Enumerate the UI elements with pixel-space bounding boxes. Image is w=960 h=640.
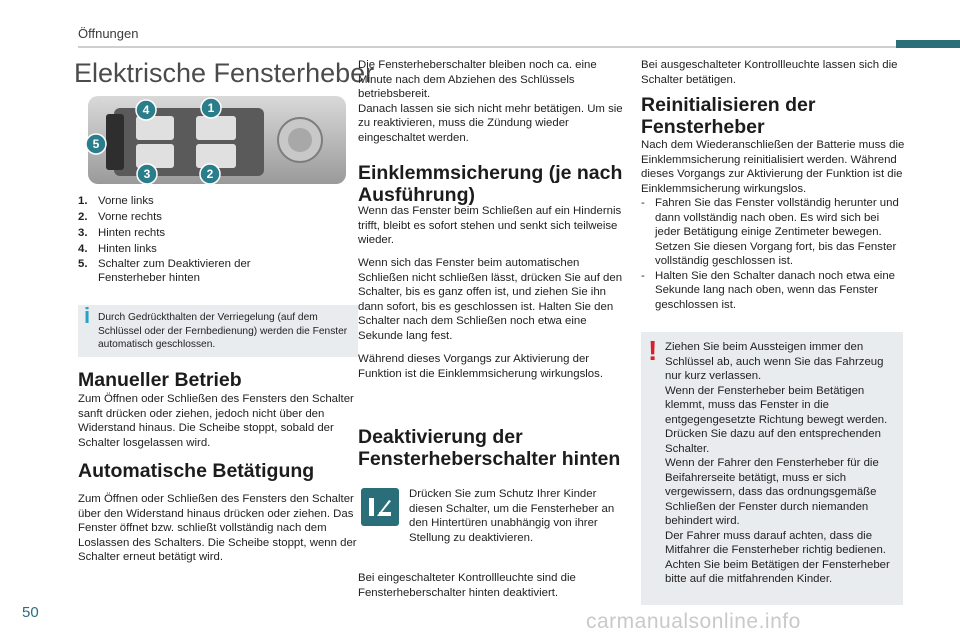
reinitialize-text: Nach dem Wiederanschließen der Batterie muss die Einklemmsicherung reinitialisiert werden. Während dieses Vorgangs zur Aktivierung der Funktion ist die Einklemmsicherung wirkungslos. [641, 139, 905, 195]
heading-reinitialize: Reinitialisieren der Fensterheber [641, 94, 816, 138]
legend-item: 4. Hinten links [78, 243, 157, 255]
switch-2-body [196, 144, 236, 168]
svg-text:3: 3 [143, 167, 151, 181]
reinitialize-steps [641, 196, 905, 312]
window-switch-panel-illustration [78, 92, 358, 190]
anti-pinch-text-1: Wenn das Fenster beim Schließen auf ein Hindernis trifft, bleibt es sofort stehen und senkt sich teilweise wieder. [358, 205, 622, 246]
svg-text:2: 2 [206, 167, 214, 181]
anti-pinch-text-2: Wenn sich das Fenster beim automatischen Schließen nicht schließen lässt, drücken Sie auf den Schalter, bis es ganz offen ist, und ziehen Sie ihn dann sofort, bis es geschlossen ist. Halten Sie den Schalter nach dem Schließen noch etwa eine Sekunde lang fest. [358, 257, 623, 342]
svg-text:1: 1 [207, 101, 215, 115]
heading-manual-operation: Manueller Betrieb [78, 369, 242, 391]
anti-pinch-text-3: Während dieses Vorgangs zur Aktivierung der Funktion ist die Einklemmsicherung wirkungslos. [358, 353, 603, 380]
list-item: - Halten Sie den Schalter danach noch etwa eine Sekunde lang nach oben, wenn das Fenster geschlossen ist. [641, 269, 895, 311]
switch-legend [78, 193, 358, 285]
page-title: Elektrische Fensterheber [74, 58, 375, 88]
switch-availability-text: Die Fensterheberschalter bleiben noch ca. eine Minute nach dem Abziehen des Schlüssels betriebsbereit. Danach lassen sie sich nicht mehr betätigen. Um sie zu reaktivieren, muss die Zündung wieder eingeschaltet werden. [358, 59, 623, 144]
legend-item: 1. Vorne links [78, 195, 154, 207]
callout-1 [201, 98, 221, 118]
rear-deactivation-text: Drücken Sie zum Schutz Ihrer Kinder diesen Schalter, um die Fensterheber an den Hintertüren unabhängig von ihrer Stellung zu deaktivieren. [409, 488, 615, 544]
section-label: Öffnungen [78, 26, 139, 41]
watermark: carmanualsonline.info [586, 610, 801, 633]
switch-3-body [136, 144, 174, 168]
info-text: Durch Gedrückthalten der Verriegelung (auf dem Schlüssel oder der Fernbedienung) werden die Fenster automatisch geschlossen. [98, 312, 348, 351]
switch-5-body [106, 114, 124, 170]
rear-window-lock-icon [361, 488, 399, 526]
page-number: 50 [22, 604, 39, 621]
header-accent-bar [896, 40, 960, 48]
callout-4 [136, 100, 156, 120]
legend-item: 3. Hinten rechts [78, 227, 166, 239]
legend-item: 5. Schalter zum Deaktivieren der Fensterheber hinten [78, 258, 251, 284]
callout-5 [86, 134, 106, 154]
warning-icon: ! [648, 335, 658, 366]
heading-automatic-operation: Automatische Betätigung [78, 460, 315, 482]
svg-text:4: 4 [142, 103, 150, 117]
switch-1-body [196, 116, 236, 140]
indicator-off-text: Bei ausgeschalteter Kontrollleuchte lassen sich die Schalter betätigen. [641, 59, 898, 86]
header-divider [78, 46, 896, 48]
warning-text: Ziehen Sie beim Aussteigen immer den Schlüssel ab, auch wenn Sie das Fahrzeug nur kurz verlassen. Wenn der Fensterheber beim Betätigen klemmt, muss das Fenster in die entgegengesetzte Richtung bewegt werden. Drücken Sie dazu auf den entsprechenden Schalter. Wenn der Fahrer den Fensterheber für die Beifahrerseite betätigt, muss er sich vergewissern, dass das ordnungsgemäße Schließen der Fenster durch niemanden behindert wird. Der Fahrer muss darauf achten, dass die Mitfahrer die Fensterheber richtig bedienen. Achten Sie beim Betätigen der Fensterheber bitte auf die mitfahrenden Kinder. [665, 341, 890, 585]
manual-operation-text: Zum Öffnen oder Schließen des Fensters den Schalter sanft drücken oder ziehen, jedoch nicht über den Widerstand hinaus. Die Scheibe stoppt, sobald der Schalter losgelassen wird. [78, 393, 354, 449]
list-item: - Fahren Sie das Fenster vollständig herunter und dann vollständig nach oben. Es wird sich bei jeder Betätigung einige Zentimeter bewegen. Setzen Sie diesen Vorgang fort, bis das Fenster vollständig geschlossen ist. [641, 197, 899, 267]
callout-3 [137, 164, 157, 184]
callout-2 [200, 164, 220, 184]
heading-rear-window-deactivation: Deaktivierung der Fensterheberschalter hinten [358, 426, 621, 470]
mirror-control-knob-center [288, 128, 312, 152]
info-icon: i [84, 303, 91, 328]
legend-item: 2. Vorne rechts [78, 211, 162, 223]
heading-anti-pinch: Einklemmsicherung (je nach Ausführung) [358, 162, 623, 206]
svg-text:5: 5 [92, 137, 100, 151]
automatic-operation-text: Zum Öffnen oder Schließen des Fensters den Schalter über den Widerstand hinaus drücken oder ziehen. Das Fenster öffnet bzw. schließt vollständig nach dem Loslassen des Schalters. Die Scheibe stoppt, wenn der Schalter erneut betätigt wird. [78, 493, 357, 563]
rear-deactivation-note: Bei eingeschalteter Kontrollleuchte sind die Fensterheberschalter hinten deaktiviert. [358, 572, 576, 599]
